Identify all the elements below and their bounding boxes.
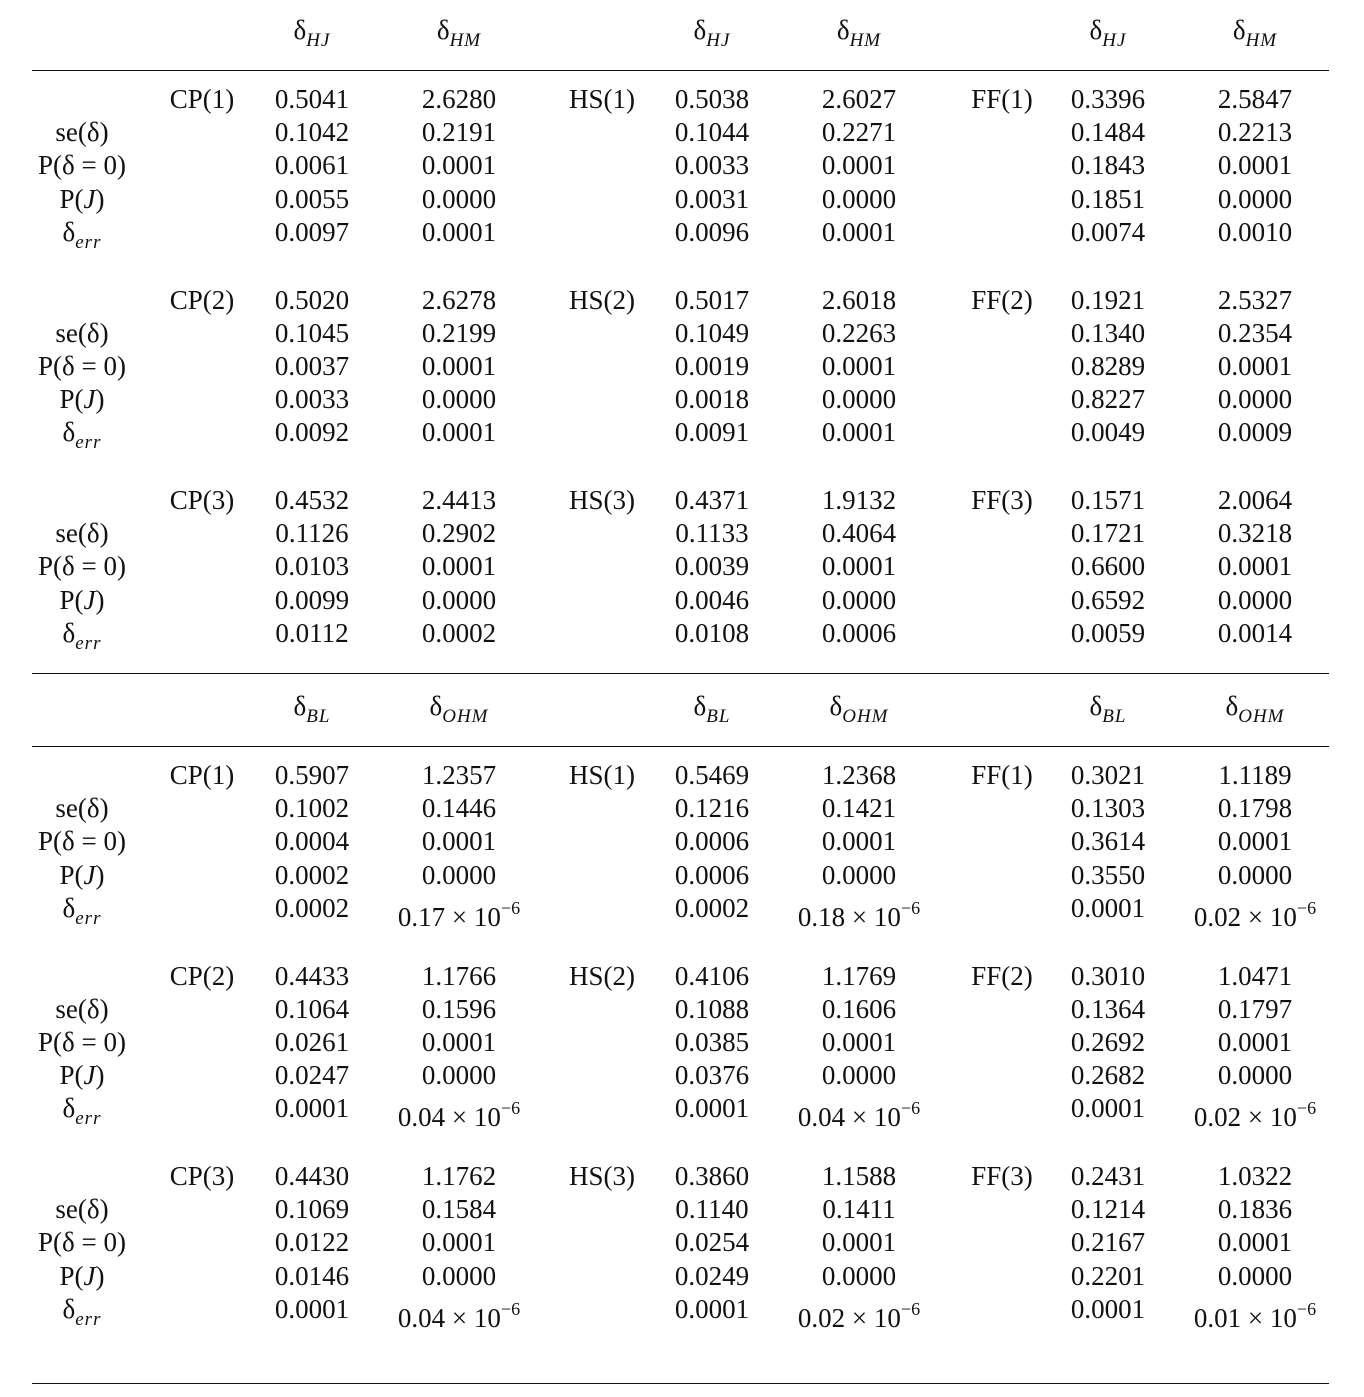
- table-cell: $0.04 \times 10^{-6}$: [797, 1098, 921, 1133]
- delta-symbol: δ: [429, 691, 443, 721]
- table-cell: 0.1216: [674, 793, 750, 824]
- table-cell: 0.1088: [674, 993, 750, 1024]
- table-cell: 0.0001: [1070, 892, 1146, 923]
- table-cell: 0.0001: [1070, 1093, 1146, 1124]
- column-header: [693, 690, 731, 727]
- table-cell: 0.0001: [1217, 826, 1293, 857]
- row-label: se(δ): [55, 993, 109, 1024]
- row-label-subscript: err: [75, 231, 102, 253]
- table-cell: 0.1042: [274, 117, 350, 148]
- column-header: [1089, 690, 1127, 727]
- row-label: P(J): [59, 1260, 105, 1291]
- table-cell: 1.1588: [821, 1161, 897, 1191]
- row-label-italic: J: [83, 384, 96, 415]
- table-cell: 0.1064: [274, 993, 350, 1024]
- table-cell: 0.0000: [1217, 1060, 1293, 1091]
- column-header: [429, 690, 489, 727]
- table-cell: 0.1140: [675, 1194, 749, 1225]
- table-cell: 0.4433: [274, 960, 350, 991]
- table-cell: 1.9132: [821, 485, 897, 515]
- table-cell: 0.0002: [674, 892, 750, 923]
- row-label: P(J): [59, 183, 105, 214]
- table-cell: 0.0261: [274, 1026, 350, 1057]
- table-cell: $0.17 \times 10^{-6}$: [397, 897, 521, 932]
- table-cell: 1.0471: [1217, 960, 1293, 991]
- table-cell: 0.1446: [421, 793, 497, 824]
- table-cell: 0.0001: [821, 1026, 897, 1057]
- row-label-subscript: err: [75, 1308, 102, 1330]
- table-cell: 0.1133: [675, 518, 749, 549]
- table-cell: 0.0001: [821, 216, 897, 247]
- table-cell: $0.18 \times 10^{-6}$: [797, 897, 921, 932]
- table-cell: 0.5038: [674, 84, 750, 114]
- table-cell: 0.4430: [274, 1161, 350, 1191]
- table-cell: 0.8227: [1070, 384, 1146, 415]
- table-cell: 0.0091: [674, 417, 750, 448]
- table-cell: 0.3550: [1070, 859, 1146, 890]
- table-cell: 0.0097: [274, 216, 350, 247]
- exponent-superscript: −6: [900, 897, 921, 918]
- table-cell: 0.1484: [1070, 117, 1146, 148]
- table-cell: 0.0000: [421, 859, 497, 890]
- table-cell: 0.0092: [274, 417, 350, 448]
- exponent-superscript: −6: [1296, 897, 1317, 918]
- group-label: CP(2): [169, 284, 235, 315]
- row-label-subscript: err: [75, 1108, 102, 1130]
- table-cell: 0.0001: [421, 1227, 497, 1258]
- table-cell: 0.0000: [821, 1260, 897, 1291]
- delta-subscript: BL: [706, 706, 731, 727]
- exponent-superscript: −6: [900, 1298, 921, 1319]
- table-cell: 0.0000: [1217, 859, 1293, 890]
- table-cell: 0.0037: [274, 350, 350, 381]
- column-header: [693, 14, 731, 51]
- table-cell: 0.2271: [821, 117, 897, 148]
- delta-symbol: δ: [436, 15, 450, 45]
- row-label: se(δ): [55, 317, 109, 348]
- row-label: P(δ = 0): [38, 826, 126, 857]
- table-cell: 0.0001: [1217, 350, 1293, 381]
- table-cell: 0.0018: [674, 384, 750, 415]
- table-cell: 0.3021: [1070, 760, 1146, 790]
- table-cell: 0.0001: [421, 1026, 497, 1057]
- delta-symbol: δ: [1089, 691, 1103, 721]
- table-cell: 0.4064: [821, 518, 897, 549]
- row-label: $\delta_{err}$: [62, 1093, 102, 1130]
- table-cell: 0.1843: [1070, 150, 1146, 181]
- table-cell: 0.3218: [1217, 518, 1293, 549]
- table-cell: 0.4532: [274, 485, 350, 515]
- group-label: FF(1): [971, 84, 1033, 114]
- table-cell: 0.0001: [274, 1293, 350, 1324]
- table-cell: 0.0376: [674, 1060, 750, 1091]
- column-header: [293, 690, 331, 727]
- delta-subscript: HM: [449, 30, 482, 51]
- table-cell: 0.1571: [1070, 485, 1146, 515]
- exponent-superscript: −6: [500, 1298, 521, 1319]
- table-cell: $0.04 \times 10^{-6}$: [397, 1298, 521, 1333]
- table-cell: 0.0009: [1217, 417, 1293, 448]
- table-cell: 0.0001: [421, 417, 497, 448]
- table-cell: 0.0000: [421, 183, 497, 214]
- table-cell: 0.0001: [821, 417, 897, 448]
- table-cell: 1.1762: [421, 1161, 497, 1191]
- table-cell: 0.2191: [421, 117, 497, 148]
- table-cell: 0.0000: [1217, 1260, 1293, 1291]
- table-cell: 0.0108: [674, 617, 750, 648]
- delta-symbol: δ: [693, 15, 707, 45]
- delta-symbol: δ: [1089, 15, 1103, 45]
- table-cell: 1.0322: [1217, 1161, 1293, 1191]
- delta-symbol: δ: [1225, 691, 1239, 721]
- group-label: HS(2): [569, 960, 635, 991]
- table-cell: 2.6278: [421, 284, 497, 315]
- table-cell: 0.1836: [1217, 1194, 1293, 1225]
- row-label: se(δ): [55, 1194, 109, 1225]
- table-cell: 0.2199: [421, 317, 497, 348]
- row-label: $\delta_{err}$: [62, 216, 102, 253]
- table-cell: 0.0039: [674, 551, 750, 582]
- table-cell: 0.1411: [822, 1194, 896, 1225]
- table-cell: 0.0000: [421, 584, 497, 615]
- delta-symbol: δ: [293, 15, 307, 45]
- table-cell: 0.0000: [821, 384, 897, 415]
- group-label: HS(1): [569, 760, 635, 790]
- table-cell: 0.0033: [674, 150, 750, 181]
- table-cell: 0.0001: [821, 551, 897, 582]
- row-label: P(δ = 0): [38, 1026, 126, 1057]
- table-cell: 0.5041: [274, 84, 350, 114]
- row-label: P(δ = 0): [38, 350, 126, 381]
- table-cell: 0.1364: [1070, 993, 1146, 1024]
- table-cell: 0.0000: [1217, 183, 1293, 214]
- table-cell: 0.5020: [274, 284, 350, 315]
- row-label: $\delta_{err}$: [62, 1293, 102, 1330]
- table-cell: 0.0146: [274, 1260, 350, 1291]
- table-cell: 0.2902: [421, 518, 497, 549]
- table-cell: 0.1596: [421, 993, 497, 1024]
- table-cell: 1.1766: [421, 960, 497, 991]
- table-cell: 0.2682: [1070, 1060, 1146, 1091]
- table-cell: 0.0006: [674, 826, 750, 857]
- column-header: [1232, 14, 1278, 51]
- table-cell: 2.6280: [421, 84, 497, 114]
- rule-line: [32, 70, 1329, 71]
- delta-subscript: HJ: [306, 30, 331, 51]
- row-label: P(J): [59, 384, 105, 415]
- column-header: [293, 14, 331, 51]
- delta-symbol: δ: [829, 691, 843, 721]
- group-label: HS(2): [569, 284, 635, 315]
- table-cell: 0.0059: [1070, 617, 1146, 648]
- table-cell: 0.3010: [1070, 960, 1146, 991]
- table-cell: 0.0001: [1217, 551, 1293, 582]
- table-cell: 1.1769: [821, 960, 897, 991]
- table-cell: 0.0001: [421, 350, 497, 381]
- table-cell: 0.0002: [274, 859, 350, 890]
- table-cell: 0.1340: [1070, 317, 1146, 348]
- table-cell: 0.1069: [274, 1194, 350, 1225]
- table-cell: 0.1214: [1070, 1194, 1146, 1225]
- row-label-subscript: err: [75, 432, 102, 454]
- table-cell: 0.0001: [421, 216, 497, 247]
- row-label-italic: J: [83, 859, 96, 890]
- group-label: FF(2): [971, 960, 1033, 991]
- table-cell: 0.0000: [421, 1260, 497, 1291]
- table-cell: 0.3614: [1070, 826, 1146, 857]
- row-label-italic: J: [83, 1260, 96, 1291]
- table-cell: 0.1921: [1070, 284, 1146, 315]
- table-cell: 0.1126: [275, 518, 349, 549]
- table-cell: 0.6600: [1070, 551, 1146, 582]
- table-cell: 0.1606: [821, 993, 897, 1024]
- group-label: CP(1): [169, 760, 235, 790]
- group-label: HS(3): [569, 1161, 635, 1191]
- exponent-superscript: −6: [1296, 1098, 1317, 1119]
- table-cell: 0.8289: [1070, 350, 1146, 381]
- table-cell: 0.0249: [674, 1260, 750, 1291]
- table-cell: 0.4106: [674, 960, 750, 991]
- group-label: HS(3): [569, 485, 635, 515]
- table-cell: 0.1798: [1217, 793, 1293, 824]
- table-cell: $0.02 \times 10^{-6}$: [1193, 1098, 1317, 1133]
- table-cell: 0.0055: [274, 183, 350, 214]
- table-cell: 0.2354: [1217, 317, 1293, 348]
- column-header: [1225, 690, 1285, 727]
- table-cell: 0.0000: [821, 183, 897, 214]
- table-cell: $0.04 \times 10^{-6}$: [397, 1098, 521, 1133]
- table-cell: 0.2263: [821, 317, 897, 348]
- table-cell: 0.0254: [674, 1227, 750, 1258]
- row-label: P(δ = 0): [38, 150, 126, 181]
- table-cell: 0.0001: [674, 1293, 750, 1324]
- row-label-italic: J: [83, 183, 96, 214]
- exponent-superscript: −6: [1296, 1298, 1317, 1319]
- table-cell: 0.0000: [821, 1060, 897, 1091]
- table-cell: 0.0046: [674, 584, 750, 615]
- table-cell: $0.02 \times 10^{-6}$: [1193, 897, 1317, 932]
- table-cell: 0.0001: [421, 826, 497, 857]
- delta-subscript: OHM: [442, 706, 489, 727]
- table-cell: 0.0122: [274, 1227, 350, 1258]
- table-cell: 0.0001: [821, 350, 897, 381]
- row-label: $\delta_{err}$: [62, 892, 102, 929]
- table-cell: 0.0001: [1217, 1227, 1293, 1258]
- table-cell: 0.2692: [1070, 1026, 1146, 1057]
- table-cell: 0.0019: [674, 350, 750, 381]
- group-label: CP(3): [169, 1161, 235, 1191]
- delta-symbol: δ: [836, 15, 850, 45]
- column-header: [436, 14, 482, 51]
- table-cell: 0.5469: [674, 760, 750, 790]
- table-cell: 0.1002: [274, 793, 350, 824]
- delta-subscript: BL: [1102, 706, 1127, 727]
- table-cell: 0.2167: [1070, 1227, 1146, 1258]
- group-label: FF(3): [971, 485, 1033, 515]
- row-label: P(J): [59, 1060, 105, 1091]
- table-cell: 0.1584: [421, 1194, 497, 1225]
- row-label: se(δ): [55, 117, 109, 148]
- row-label: P(J): [59, 584, 105, 615]
- row-label: P(δ = 0): [38, 1227, 126, 1258]
- row-label-italic: J: [83, 1060, 96, 1091]
- exponent-superscript: −6: [900, 1098, 921, 1119]
- table-cell: 0.0001: [421, 551, 497, 582]
- table-cell: 0.0000: [821, 584, 897, 615]
- group-label: CP(3): [169, 485, 235, 515]
- group-label: CP(1): [169, 84, 235, 114]
- table-cell: 2.0064: [1217, 485, 1293, 515]
- table-cell: 0.0001: [274, 1093, 350, 1124]
- table-cell: 0.0006: [821, 617, 897, 648]
- group-label: HS(1): [569, 84, 635, 114]
- group-label: FF(2): [971, 284, 1033, 315]
- table-cell: 0.0049: [1070, 417, 1146, 448]
- table-cell: 0.2201: [1070, 1260, 1146, 1291]
- table-cell: 0.0014: [1217, 617, 1293, 648]
- table-cell: 1.2357: [421, 760, 497, 790]
- table-cell: $0.02 \times 10^{-6}$: [797, 1298, 921, 1333]
- column-header: [836, 14, 882, 51]
- row-label-italic: J: [83, 584, 96, 615]
- table-cell: 0.0006: [674, 859, 750, 890]
- table-cell: 0.0074: [1070, 216, 1146, 247]
- table-cell: 0.0001: [674, 1093, 750, 1124]
- row-label: P(δ = 0): [38, 551, 126, 582]
- table-cell: 0.0001: [421, 150, 497, 181]
- delta-symbol: δ: [693, 691, 707, 721]
- group-label: CP(2): [169, 960, 235, 991]
- table-cell: 0.0112: [275, 617, 349, 648]
- table-cell: 0.5907: [274, 760, 350, 790]
- table-cell: 2.4413: [421, 485, 497, 515]
- table-cell: 0.0096: [674, 216, 750, 247]
- table-cell: 0.0103: [274, 551, 350, 582]
- exponent-superscript: −6: [500, 1098, 521, 1119]
- table-cell: 0.0001: [821, 1227, 897, 1258]
- table-cell: 0.1797: [1217, 993, 1293, 1024]
- delta-symbol: δ: [293, 691, 307, 721]
- table-cell: 0.1421: [821, 793, 897, 824]
- table-cell: 2.6027: [821, 84, 897, 114]
- table-cell: 0.0002: [421, 617, 497, 648]
- table-cell: 0.1049: [674, 317, 750, 348]
- table-cell: 0.0010: [1217, 216, 1293, 247]
- table-cell: 0.0033: [274, 384, 350, 415]
- delta-subscript: HJ: [1102, 30, 1127, 51]
- group-label: FF(3): [971, 1161, 1033, 1191]
- rule-line: [32, 673, 1329, 674]
- exponent-superscript: −6: [500, 897, 521, 918]
- table-cell: 2.6018: [821, 284, 897, 315]
- row-label: se(δ): [55, 518, 109, 549]
- table-cell: 0.0001: [1070, 1293, 1146, 1324]
- rule-line: [32, 746, 1329, 747]
- delta-subscript: OHM: [1238, 706, 1285, 727]
- table-cell: 0.6592: [1070, 584, 1146, 615]
- table-cell: 0.5017: [674, 284, 750, 315]
- row-label: $\delta_{err}$: [62, 417, 102, 454]
- row-label: se(δ): [55, 793, 109, 824]
- group-label: FF(1): [971, 760, 1033, 790]
- table-cell: 0.3396: [1070, 84, 1146, 114]
- delta-subscript: HJ: [706, 30, 731, 51]
- row-label-subscript: err: [75, 632, 102, 654]
- table-cell: 0.0000: [821, 859, 897, 890]
- table-cell: 0.0385: [674, 1026, 750, 1057]
- table-cell: 1.1189: [1218, 760, 1292, 790]
- table-cell: 2.5847: [1217, 84, 1293, 114]
- delta-subscript: HM: [849, 30, 882, 51]
- table-cell: 0.0000: [1217, 384, 1293, 415]
- delta-symbol: δ: [1232, 15, 1246, 45]
- table-cell: 0.0061: [274, 150, 350, 181]
- rule-line: [32, 1383, 1329, 1384]
- table-cell: 0.0247: [274, 1060, 350, 1091]
- row-label: P(J): [59, 859, 105, 890]
- table-cell: 0.0001: [1217, 1026, 1293, 1057]
- table-cell: 0.2431: [1070, 1161, 1146, 1191]
- table-cell: 0.0002: [274, 892, 350, 923]
- table-cell: 0.3860: [674, 1161, 750, 1191]
- table-cell: 0.0004: [274, 826, 350, 857]
- table-cell: 0.0001: [821, 826, 897, 857]
- column-header: [1089, 14, 1127, 51]
- table-cell: 0.0001: [821, 150, 897, 181]
- table-cell: 0.1044: [674, 117, 750, 148]
- row-label-subscript: err: [75, 907, 102, 929]
- table-cell: 0.4371: [674, 485, 750, 515]
- table-cell: 0.1045: [274, 317, 350, 348]
- table-cell: 2.5327: [1217, 284, 1293, 315]
- table-cell: $0.01 \times 10^{-6}$: [1193, 1298, 1317, 1333]
- table-cell: 0.0001: [1217, 150, 1293, 181]
- table-cell: 0.1303: [1070, 793, 1146, 824]
- table-cell: 0.1721: [1070, 518, 1146, 549]
- table-cell: 0.0000: [421, 1060, 497, 1091]
- delta-subscript: OHM: [842, 706, 889, 727]
- table-cell: 0.0000: [1217, 584, 1293, 615]
- table-cell: 0.0031: [674, 183, 750, 214]
- delta-subscript: HM: [1245, 30, 1278, 51]
- table-cell: 0.0099: [274, 584, 350, 615]
- column-header: [829, 690, 889, 727]
- table-cell: 0.0000: [421, 384, 497, 415]
- table-cell: 0.1851: [1070, 183, 1146, 214]
- row-label: $\delta_{err}$: [62, 617, 102, 654]
- table-cell: 1.2368: [821, 760, 897, 790]
- table-cell: 0.2213: [1217, 117, 1293, 148]
- delta-subscript: BL: [306, 706, 331, 727]
